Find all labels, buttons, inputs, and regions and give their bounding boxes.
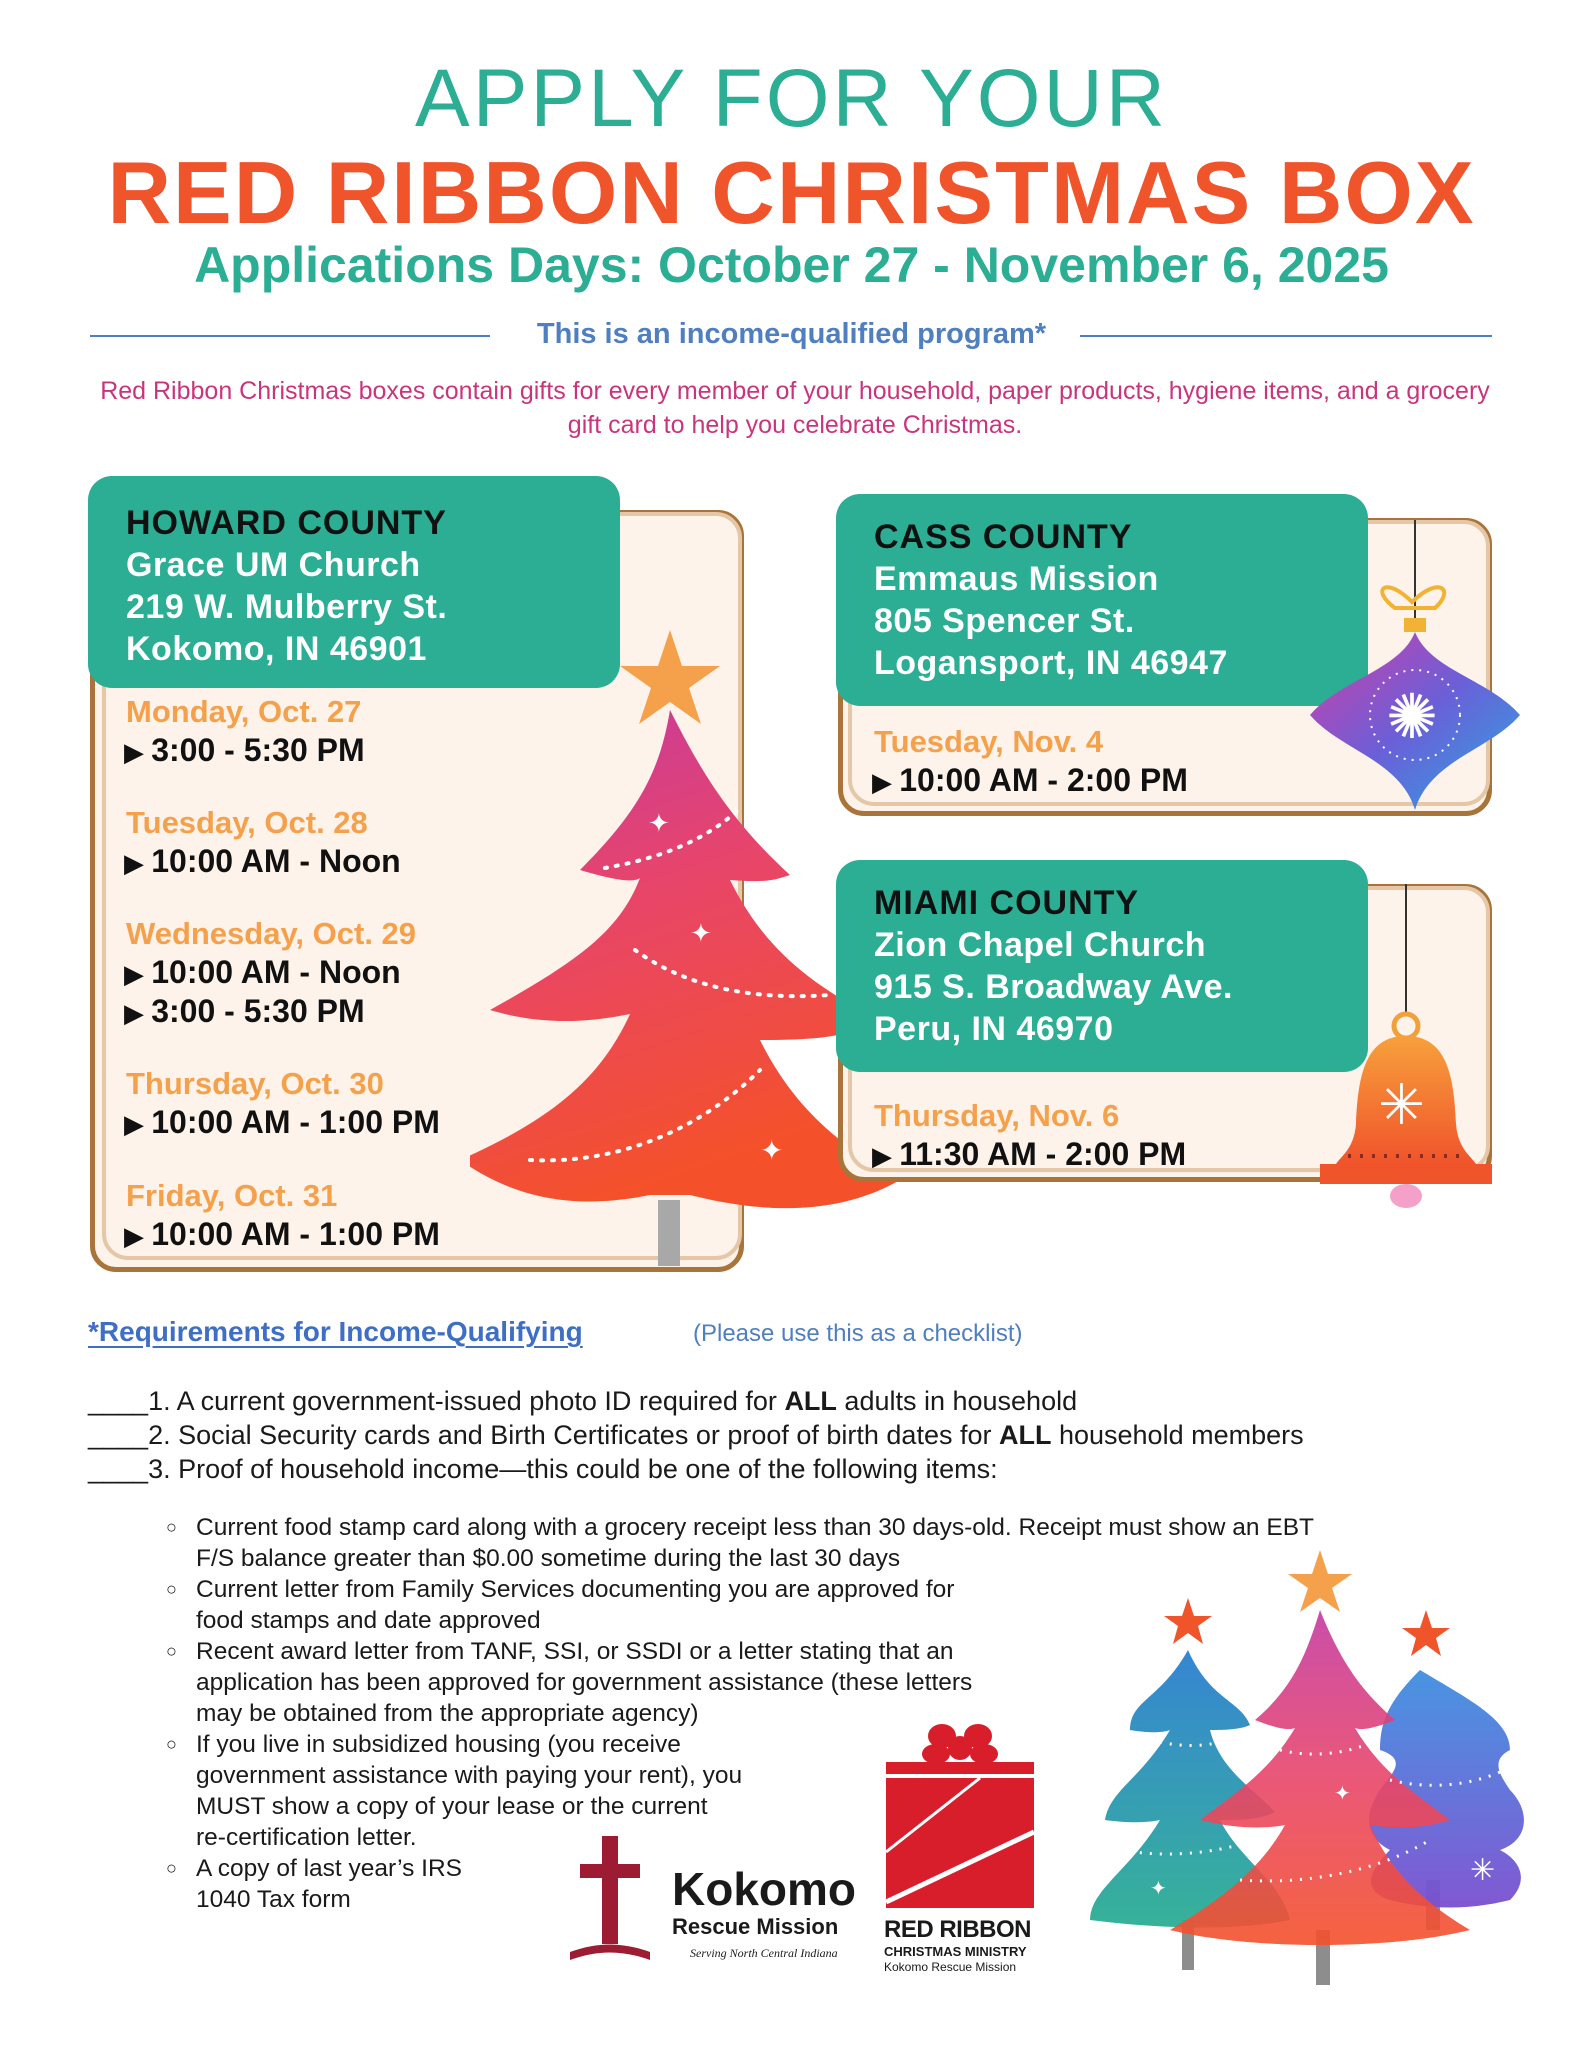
- cass-place: Emmaus Mission: [874, 560, 1159, 598]
- howard-time-3b: ▶ 3:00 - 5:30 PM: [124, 993, 365, 1030]
- howard-day-4: Thursday, Oct. 30: [126, 1066, 384, 1101]
- howard-time-4: ▶ 10:00 AM - 1:00 PM: [124, 1104, 440, 1141]
- howard-day-1: Monday, Oct. 27: [126, 694, 362, 729]
- requirement-2: ____2. Social Security cards and Birth Certificates or proof of birth dates for ALL household members: [88, 1420, 1304, 1450]
- svg-text:✳: ✳: [1378, 1073, 1425, 1138]
- kokomo-logo-sub: Rescue Mission: [672, 1914, 839, 1939]
- miami-time: ▶ 11:30 AM - 2:00 PM: [872, 1136, 1186, 1173]
- requirements-heading: *Requirements for Income-Qualifying: [88, 1316, 583, 1347]
- svg-text:✦: ✦: [1334, 1781, 1351, 1805]
- cass-county-name: CASS COUNTY: [874, 518, 1133, 556]
- income-proof-bullet-3: ○ Recent award letter from TANF, SSI, or SSDI or a letter stating that an application has been approved for government assistance (these letters may be obtained from the appropriate agency): [168, 1636, 972, 1729]
- howard-time-3a: ▶ 10:00 AM - Noon: [124, 954, 401, 991]
- income-note: This is an income-qualified program*: [0, 318, 1583, 351]
- howard-day-5: Friday, Oct. 31: [126, 1178, 338, 1213]
- miami-county-header: [836, 860, 1368, 1072]
- gift-box-logo-icon: [880, 1722, 1040, 1912]
- howard-day-2: Tuesday, Oct. 28: [126, 805, 368, 840]
- title-line-1: APPLY FOR YOUR: [415, 53, 1168, 144]
- howard-time-5: ▶ 10:00 AM - 1:00 PM: [124, 1216, 440, 1253]
- howard-time-1: ▶ 3:00 - 5:30 PM: [124, 732, 365, 769]
- miami-place: Zion Chapel Church: [874, 926, 1206, 964]
- howard-street: 219 W. Mulberry St.: [126, 588, 448, 626]
- title-line-2: RED RIBBON CHRISTMAS BOX: [107, 143, 1476, 242]
- cass-city: Logansport, IN 46947: [874, 644, 1228, 682]
- howard-time-2: ▶ 10:00 AM - Noon: [124, 843, 401, 880]
- requirement-1: ____1. A current government-issued photo ID required for ALL adults in household: [88, 1386, 1078, 1416]
- cass-time: ▶ 10:00 AM - 2:00 PM: [872, 762, 1188, 799]
- svg-text:✳: ✳: [1470, 1853, 1496, 1888]
- cross-logo-icon: [568, 1836, 652, 1964]
- red-ribbon-logo-title: RED RIBBON: [884, 1916, 1032, 1943]
- intro-text: Red Ribbon Christmas boxes contain gifts for every member of your household, paper products, hygiene items, and a grocery gift card to help you celebrate Christmas.: [100, 377, 1490, 439]
- bell-illustration: [1316, 884, 1496, 1214]
- howard-place: Grace UM Church: [126, 546, 421, 584]
- income-proof-bullet-5: ○ A copy of last year’s IRS 1040 Tax form: [168, 1853, 462, 1915]
- red-ribbon-logo-subtitle: CHRISTMAS MINISTRY: [884, 1944, 1027, 1959]
- cass-county-header: [836, 494, 1368, 706]
- miami-day: Thursday, Nov. 6: [874, 1098, 1120, 1133]
- miami-street: 915 S. Broadway Ave.: [874, 968, 1233, 1006]
- income-proof-bullet-4: ○ If you live in subsidized housing (you receive government assistance with paying your rent), you MUST show a copy of your lease or the current re-certification letter.: [168, 1729, 742, 1853]
- requirement-3: ____3. Proof of household income—this could be one of the following items:: [88, 1454, 998, 1484]
- howard-day-3: Wednesday, Oct. 29: [126, 916, 417, 951]
- svg-text:✦: ✦: [648, 809, 670, 839]
- svg-text:✦: ✦: [690, 919, 712, 949]
- income-proof-bullet-2: ○ Current letter from Family Services documenting you are approved for food stamps and date approved: [168, 1574, 954, 1636]
- svg-text:✺: ✺: [1386, 680, 1438, 753]
- kokomo-logo-name: Kokomo: [672, 1863, 856, 1915]
- howard-county-name: HOWARD COUNTY: [126, 504, 447, 542]
- miami-city: Peru, IN 46970: [874, 1010, 1114, 1048]
- income-proof-bullet-1: ○ Current food stamp card along with a grocery receipt less than 30 days-old. Receipt must show an EBT F/S balance greater than $0.00 sometime during the last 30 days: [168, 1512, 1314, 1574]
- kokomo-logo-tagline: Serving North Central Indiana: [690, 1946, 838, 1960]
- ornament-illustration: [1300, 520, 1530, 820]
- red-ribbon-logo-org: Kokomo Rescue Mission: [884, 1960, 1017, 1974]
- three-trees-illustration: [1090, 1550, 1530, 1990]
- cass-street: 805 Spencer St.: [874, 602, 1135, 640]
- howard-city: Kokomo, IN 46901: [126, 630, 427, 668]
- requirements-subnote: (Please use this as a checklist): [693, 1320, 1023, 1347]
- svg-text:✦: ✦: [760, 1134, 784, 1167]
- application-dates: Applications Days: October 27 - November 6, 2025: [194, 237, 1389, 293]
- svg-text:✦: ✦: [1150, 1876, 1167, 1900]
- miami-county-name: MIAMI COUNTY: [874, 884, 1140, 922]
- cass-day: Tuesday, Nov. 4: [874, 724, 1104, 759]
